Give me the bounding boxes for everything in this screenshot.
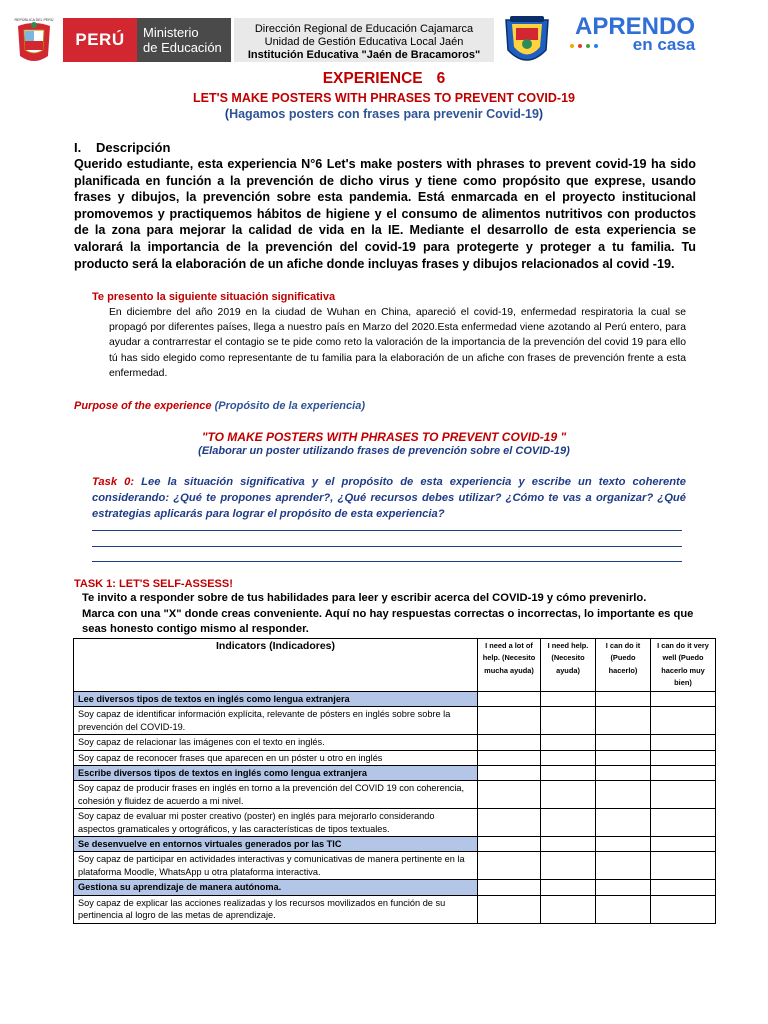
self-assessment-table [73,638,716,924]
rating-cell[interactable] [478,750,541,765]
rating-cell[interactable] [478,781,541,809]
rating-cell[interactable] [541,735,596,750]
goal-es: (Elaborar un poster utilizando frases de prevención sobre el COVID-19) [198,445,570,457]
answer-line[interactable] [92,546,682,547]
rating-cell[interactable] [651,707,716,735]
rating-cell[interactable] [651,735,716,750]
rating-cell [651,880,716,895]
peru-logo: PERÚ [63,18,137,62]
rating-cell[interactable] [541,750,596,765]
indicator-text: Soy capaz de reconocer frases que aparecen en un póster u otro en inglés [74,750,478,765]
ministry-line2: de Educación [143,40,222,55]
rating-cell [541,837,596,852]
dre-line2: Unidad de Gestión Educativa Local Jaén [264,36,464,48]
indicator-text: Soy capaz de identificar información explícita, relevante de pósters en inglés sobre sobre la prevención del COVID-19. [74,707,478,735]
rating-cell[interactable] [478,852,541,880]
ministry-logo [137,18,231,62]
section-row [74,880,716,895]
peru-coat-of-arms-icon [12,16,56,66]
section-row [74,692,716,707]
indicator-text: Soy capaz de relacionar las imágenes con el texto en inglés. [74,735,478,750]
rating-cell [478,837,541,852]
rating-cell[interactable] [596,895,651,923]
rating-cell[interactable] [596,781,651,809]
rating-cell [478,692,541,707]
section-row [74,766,716,781]
experience-title [0,70,768,88]
section-row [74,837,716,852]
task1-title: TASK 1: LET'S SELF-ASSESS! [74,578,233,590]
indicator-text: Soy capaz de explicar las acciones realizadas y los recursos movilizados en función de su pertinencia al logro de las metas de aprendizaje. [74,895,478,923]
experience-title-en: LET'S MAKE POSTERS WITH PHRASES TO PREVENT COVID-19 [193,91,575,105]
rating-cell[interactable] [478,707,541,735]
ministry-line1: Ministerio [143,25,199,40]
rating-cell [596,837,651,852]
rating-cell [478,880,541,895]
task0-text: Task 0: Lee la situación significativa y el propósito de esta experiencia y escribe un texto coherente considerando: ¿Qué te propones aprender?, ¿Qué recursos debes utilizar? ¿Cómo te vas a organizar? ¿Qué estrategias aplicarás para lograr el propósito de esta experiencia? [92,476,687,520]
rating-cell [541,692,596,707]
competency-label: Lee diversos tipos de textos en inglés como lengua extranjera [74,692,478,707]
rating-cell[interactable] [478,735,541,750]
dre-line1: Dirección Regional de Educación Cajamarca [254,23,474,35]
rating-cell[interactable] [651,781,716,809]
rating-cell [596,880,651,895]
column-header: I can do it (Puedo hacerlo) [596,639,651,692]
dre-box [234,18,494,62]
rating-cell [651,766,716,781]
aprendo-word: APRENDO [574,13,696,40]
indicator-row [74,852,716,880]
answer-line[interactable] [92,561,682,562]
purpose-label: Purpose of the experience (Propósito de la experiencia) [74,400,365,412]
experience-number: 6 [436,70,446,87]
rating-cell [478,766,541,781]
task1-instructions: Te invito a responder sobre de tus habilidades para leer y escribir acerca del COVID-19 y cómo prevenirlo. Marca con una "X" donde creas conveniente. Aquí no hay respuestas correctas o incorrectas, lo importante es que seas honesto contigo mismo al responder. [82,592,694,636]
rating-cell [596,766,651,781]
indicator-text: Soy capaz de evaluar mi poster creativo (poster) en inglés para mejorarlo considerando aspectos gramaticales y ortográficos, y las características de tipos textuales. [74,809,478,837]
rating-cell [651,837,716,852]
rating-cell [596,692,651,707]
rating-cell [541,766,596,781]
experience-title-es: (Hagamos posters con frases para prevenir Covid-19) [224,107,544,121]
en-casa-word: en casa [632,35,696,54]
competency-label: Se desenvuelve en entornos virtuales generados por las TIC [74,837,478,852]
answer-line[interactable] [92,530,682,531]
rating-cell[interactable] [596,852,651,880]
indicator-row [74,781,716,809]
rating-cell[interactable] [541,781,596,809]
rating-cell[interactable] [596,809,651,837]
shield-caption: REPÚBLICA DEL PERÚ [14,18,54,22]
rating-cell[interactable] [541,707,596,735]
situation-title: Te presento la siguiente situación significativa [92,291,336,303]
competency-label: Escribe diversos tipos de textos en inglés como lengua extranjera [74,766,478,781]
competency-label: Gestiona su aprendizaje de manera autónoma. [74,880,478,895]
dre-line3: Institución Educativa "Jaén de Bracamoros" [247,49,481,61]
indicator-row [74,707,716,735]
rating-cell[interactable] [651,852,716,880]
rating-cell[interactable] [541,809,596,837]
indicator-row [74,809,716,837]
rating-cell[interactable] [596,707,651,735]
column-header: I need a lot of help. (Necesito mucha ayuda) [478,639,541,692]
column-header: I can do it very well (Puedo hacerlo muy bien) [651,639,716,692]
rating-cell[interactable] [651,809,716,837]
aprendo-en-casa-logo [562,10,708,62]
rating-cell[interactable] [596,735,651,750]
rating-cell[interactable] [651,750,716,765]
indicator-row [74,895,716,923]
indicator-text: Soy capaz de participar en actividades interactivas y comunicativas de manera pertinente en la plataforma Moodle, WhatsApp u otra plataforma interactiva. [74,852,478,880]
indicator-row [74,735,716,750]
goal-en: "TO MAKE POSTERS WITH PHRASES TO PREVENT COVID-19 " [201,430,567,444]
rating-cell [651,692,716,707]
description-text: Querido estudiante, esta experiencia N°6 Let's make posters with phrases to prevent covid-19 ha sido planificada en función a la prevención de dicho virus y tiene como propósito que exprese, usando frases y dibujos, la prevención sobre esta pandemia. Está enmarcada en el proyecto institucional promovemos y practiquemos hábitos de higiene y el consumo de alimentos nutritivos con productos de la zona para mejorar la calidad de vida en la IE. Mediante el desarrollo de esta experiencia se valorará la importancia de la prevención del covid-19 para protegerte y proteger a tu familia. Tu producto será la elaboración de un afiche donde incluyas frases y dibujos relacionados al covid -19. [74,157,696,271]
rating-cell[interactable] [478,809,541,837]
rating-cell [541,880,596,895]
rating-cell[interactable] [651,895,716,923]
indicator-header: Indicators (Indicadores) [74,639,478,692]
indicator-row [74,750,716,765]
experience-label: EXPERIENCE [322,70,423,87]
rating-cell[interactable] [596,750,651,765]
rating-cell[interactable] [478,895,541,923]
rating-cell[interactable] [541,895,596,923]
column-header: I need help. (Necesito ayuda) [541,639,596,692]
rating-cell[interactable] [541,852,596,880]
situation-text: En diciembre del año 2019 en la ciudad de Wuhan en China, apareció el covid-19, enfermedad respiratoria la cual se propagó por diferentes países, llega a nuestro país en Marzo del 2020.Esta enfermedad viene azotando al Perú entero, para ayudar a contrarrestar el contagio se te pide como reto la valoración de la importancia de la prevención del covid 19 para ello tú has sido elegido como representante de tu familia para la elaboración de un afiche con frases de prevención frente a esta enfermedad. [109,307,686,379]
description-heading: I. Descripción [74,140,171,155]
school-crest-icon [502,14,552,70]
indicator-text: Soy capaz de producir frases en inglés en torno a la prevención del COVID 19 con coherencia, cohesión y fluidez de acuerdo a mi nivel. [74,781,478,809]
